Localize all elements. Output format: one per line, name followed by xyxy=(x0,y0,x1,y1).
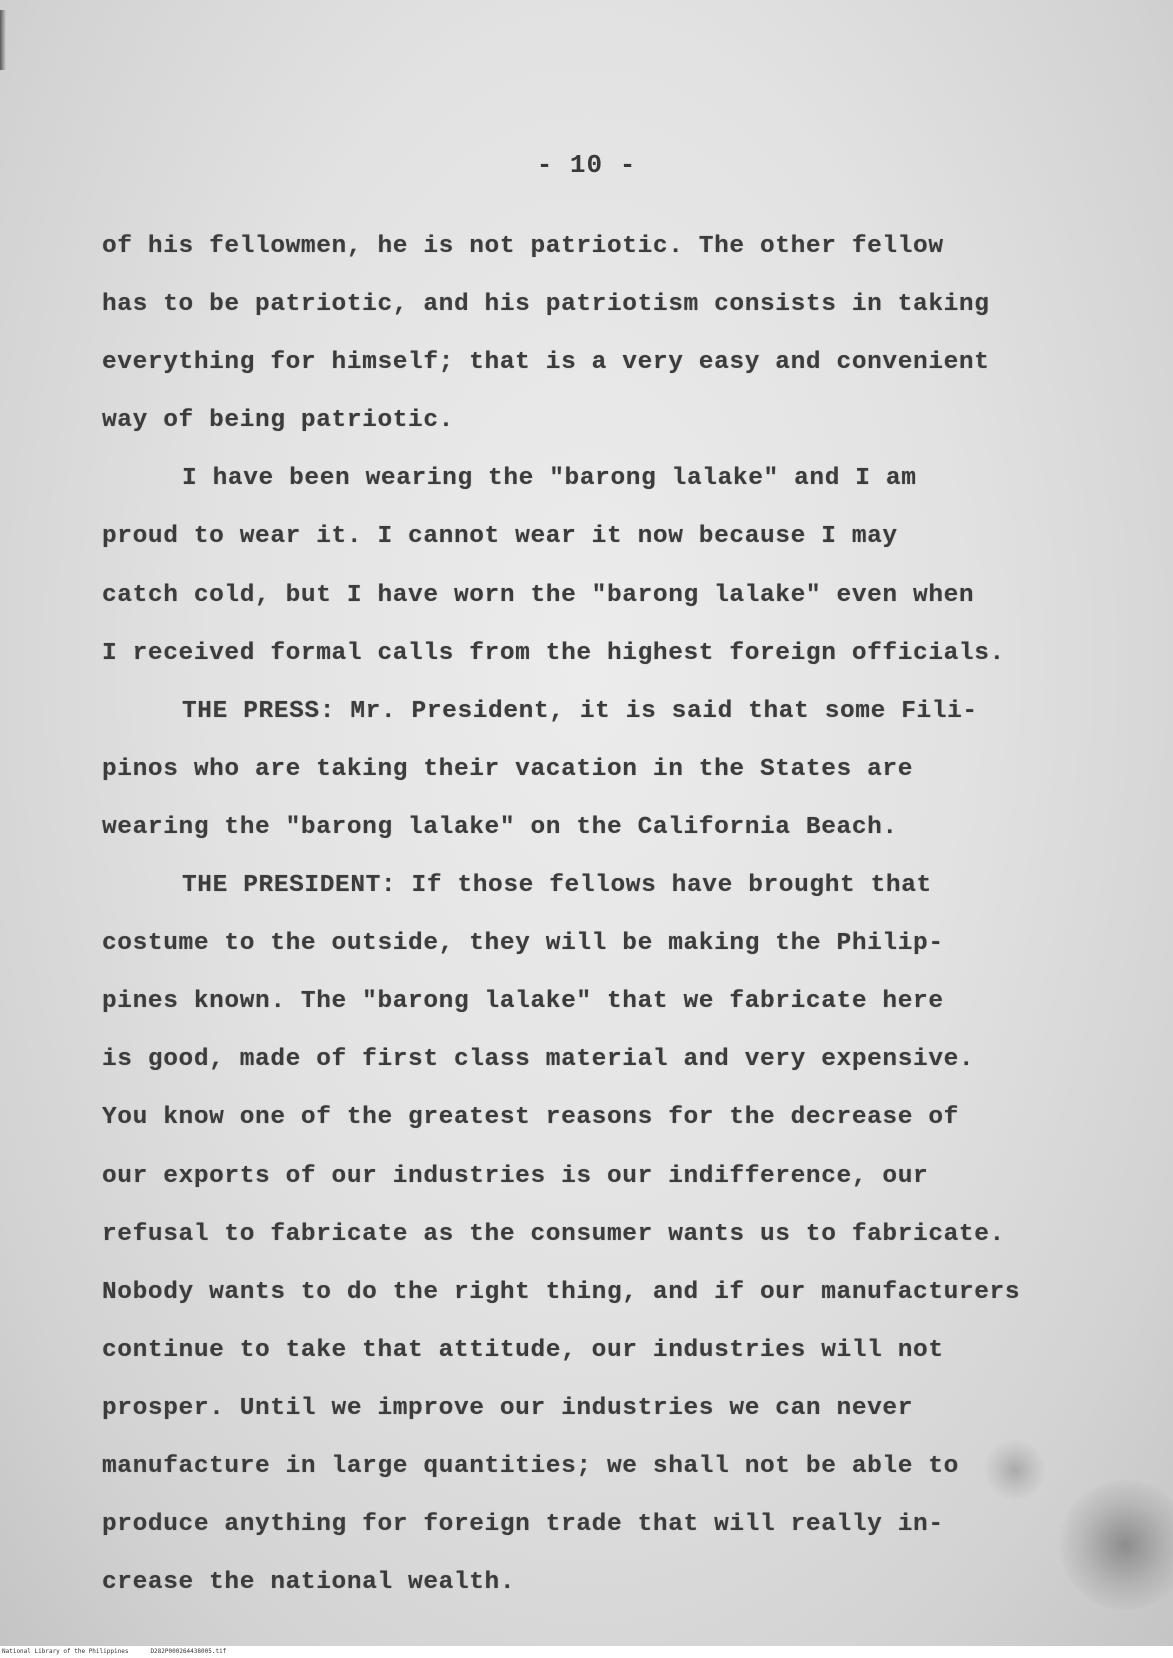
text-line: prosper. Until we improve our industries we can never xyxy=(102,1394,914,1422)
file-id: D282P000264438005.tif xyxy=(150,1648,227,1655)
page-number: - 10 - xyxy=(536,150,637,180)
text-line: You know one of the greatest reasons for the decrease of xyxy=(102,1104,959,1132)
text-line: catch cold, but I have worn the "barong lalake" even when xyxy=(102,581,975,609)
text-line: I have been wearing the "barong lalake" and I am xyxy=(182,465,917,493)
text-line: refusal to fabricate as the consumer wants us to fabricate. xyxy=(102,1220,1005,1248)
text-line: Nobody wants to do the right thing, and if our manufacturers xyxy=(102,1278,1021,1306)
text-line: wearing the "barong lalake" on the California Beach. xyxy=(102,813,898,841)
typewritten-text xyxy=(102,218,1102,1612)
text-line: pinos who are taking their vacation in the States are xyxy=(102,755,914,783)
text-line: I received formal calls from the highest foreign officials. xyxy=(102,639,1005,667)
text-line: proud to wear it. I cannot wear it now because I may xyxy=(102,523,898,551)
text-line: produce anything for foreign trade that will really in- xyxy=(102,1511,944,1539)
text-line: continue to take that attitude, our industries will not xyxy=(102,1336,944,1364)
library-credit: National Library of the Philippines xyxy=(2,1648,129,1655)
text-line: has to be patriotic, and his patriotism consists in taking xyxy=(102,291,990,319)
scan-edge-mark xyxy=(0,10,6,70)
text-line: crease the national wealth. xyxy=(102,1569,516,1597)
text-line: THE PRESIDENT: If those fellows have brought that xyxy=(182,872,932,900)
text-line: pines known. The "barong lalake" that we fabricate here xyxy=(102,988,944,1016)
text-line: costume to the outside, they will be making the Philip- xyxy=(102,930,944,958)
text-line: everything for himself; that is a very easy and convenient xyxy=(102,349,990,377)
scan-footer xyxy=(0,1646,1173,1658)
text-line: manufacture in large quantities; we shall not be able to xyxy=(102,1452,959,1480)
text-line: way of being patriotic. xyxy=(102,407,454,435)
text-line: THE PRESS: Mr. President, it is said that some Fili- xyxy=(182,697,978,725)
text-line: is good, made of first class material and very expensive. xyxy=(102,1046,975,1074)
text-line: our exports of our industries is our indifference, our xyxy=(102,1162,929,1190)
text-line: of his fellowmen, he is not patriotic. The other fellow xyxy=(102,233,944,260)
